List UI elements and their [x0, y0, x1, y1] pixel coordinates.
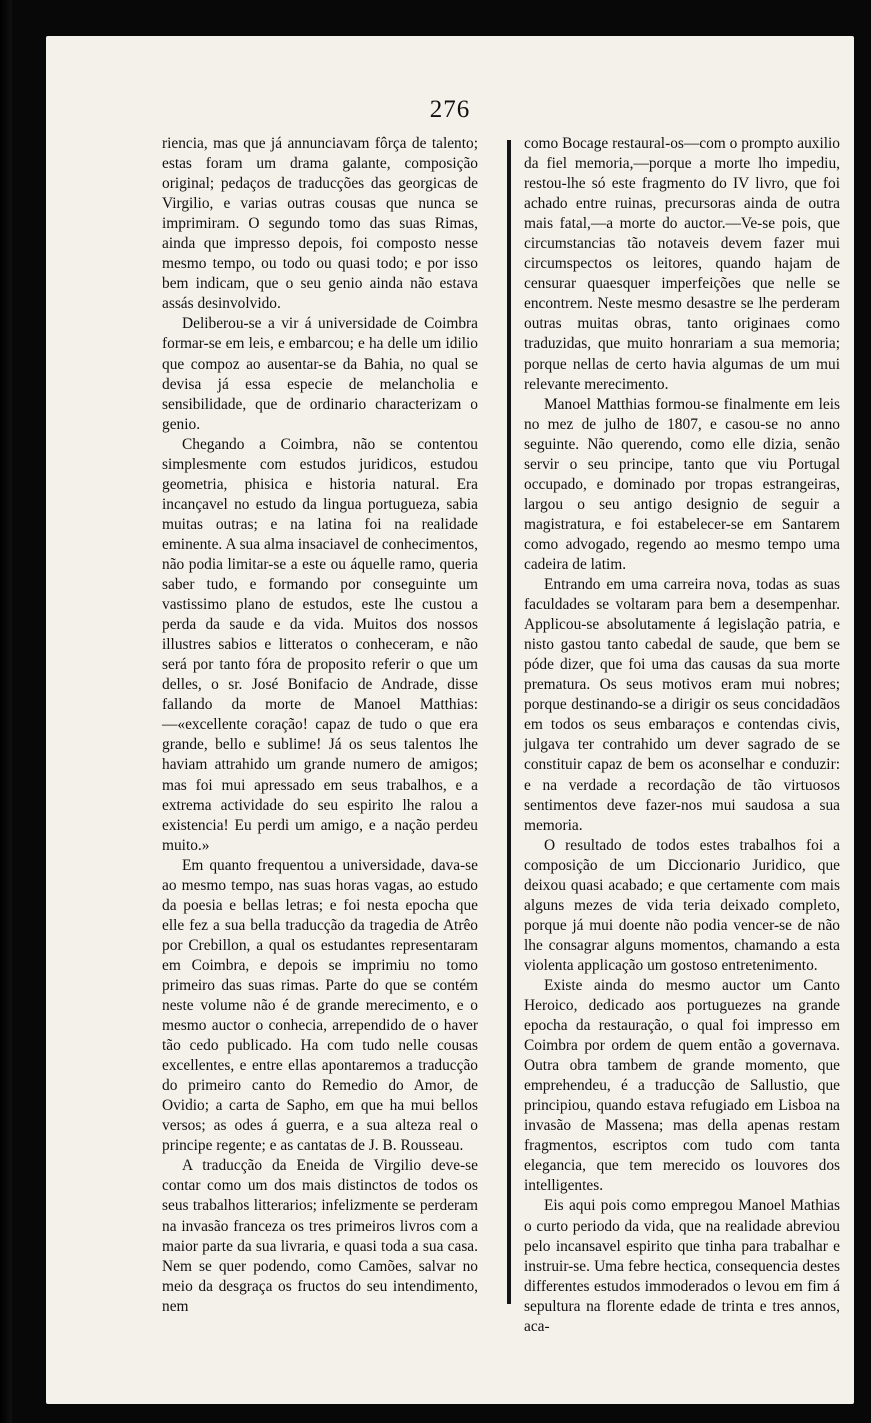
- page-number: 276: [429, 96, 471, 123]
- paragraph: A traducção da Eneida de Virgilio deve-se contar como um dos mais distinctos de todos os seus trabalhos litterarios; infelizmente se perderam na invasão franceza os tres primeiros livros com a maior parte da sua livraria, e quasi toda a sua casa. Nem se quer podendo, como Camões, salvar no meio da desgraça os fructos do seu intendimento, nem: [162, 1157, 478, 1315]
- paragraph: Deliberou-se a vir á universidade de Coimbra formar-se em leis, e embarcou; e ha delle um idilio que compoz ao ausentar-se da Bahia, no qual se devisa já essa especie de melancholia e sensibilidade, que de ordinario characterizam o genio.: [162, 315, 478, 433]
- paragraph: O resultado de todos estes trabalhos foi a composição de um Diccionario Juridico, que deixou quasi acabado; e que certamente com mais alguns mezes de vida teria deixado completo, porque já mui doente não podia vencer-se de não lhe consagrar alguns momentos, chamando a esta violenta applicação um gostoso entretenimento.: [524, 836, 840, 974]
- paragraph: Manoel Matthias formou-se finalmente em leis no mez de julho de 1807, e casou-se no anno seguinte. Não querendo, como elle dizia, senão servir o seu principe, tanto que viu Portugal occupado, e dominado por tropas estrangeiras, largou o seu antigo designio de seguir a magistratura, e foi estabelecer-se em Santarem como advogado, regendo ao mesmo tempo uma cadeira de latim.: [524, 395, 840, 573]
- right-column: [524, 134, 840, 1337]
- paragraph: Em quanto frequentou a universidade, dava-se ao mesmo tempo, nas suas horas vagas, ao estudo da poesia e bellas letras; e foi nesta epocha que elle fez a sua bella traducção da tragedia de Atrêo por Crebillon, a qual os estudantes representaram em Coimbra, e depois se imprimiu no tomo primeiro das suas rimas. Parte do que se contém neste volume não é de grande merecimento, e o mesmo auctor o conhecia, arrependido de o haver tão cedo publicado. Ha com tudo nelle cousas excellentes, e entre ellas apontaremos a traducção do primeiro canto do Remedio do Amor, de Ovidio; a carta de Sapho, em que ha mui bellos versos; as odes á guerra, e a sua alteza real o principe regente; e as cantatas de J. B. Rousseau.: [162, 856, 478, 1155]
- paragraph: Eis aqui pois como empregou Manoel Mathias o curto periodo da vida, que na realidade abreviou pelo incansavel espirito que tinha para trabalhar e instruir-se. Uma febre hectica, consequencia destes differentes estudos immoderados o levou em fim á sepultura na florente edade de trinta e tres annos, aca-: [524, 1197, 840, 1335]
- column-divider: [507, 140, 511, 1304]
- left-column: [162, 134, 478, 1317]
- paragraph: riencia, mas que já annunciavam fôrça de talento; estas foram um drama galante, composição original; pedaços de traducções das georgicas de Virgilio, e varias outras cousas que nunca se imprimiram. O segundo tomo das suas Rimas, ainda que impresso depois, foi composto nesse mesmo tempo, ou todo ou quasi todo; e por isso bem indicam, que o seu genio ainda não estava assás desinvolvido.: [162, 135, 478, 313]
- book-page: [46, 36, 854, 1404]
- paragraph: Entrando em uma carreira nova, todas as suas faculdades se voltaram para bem a desempenhar. Applicou-se absolutamente á legislação patria, e nisto gastou tanto cabedal de saude, que bem se póde dizer, que foi uma das causas da sua morte prematura. Os seus motivos eram mui nobres; porque destinando-se a dirigir os seus concidadãos em todos os seus embaraços e contendas civis, julgava ter contrahido um dever sagrado de se constituir capaz de bem os aconselhar e conduzir: e na verdade a recordação de tão virtuosos sentimentos deve fazer-nos mui saudosa a sua memoria.: [524, 576, 840, 834]
- paragraph: Chegando a Coimbra, não se contentou simplesmente com estudos juridicos, estudou geometria, phisica e historia natural. Era incançavel no estudo da lingua portugueza, sabia muitas outras; e na latina foi na realidade eminente. A sua alma insaciavel de conhecimentos, não podia limitar-se a este ou áquelle ramo, queria saber tudo, e formando por conseguinte um vastissimo plano de estudos, este lhe custou a perda da saude e da vida. Muitos dos nossos illustres sabios e litteratos o conheceram, e não será por tanto fóra de proposito referir o que um delles, o sr. José Bonifacio de Andrade, disse fallando da morte de Manoel Matthias:—«excellente coração! capaz de tudo o que era grande, bello e sublime! Já os seus talentos lhe haviam attrahido um grande numero de amigos; mas foi mui apressado em seus trabalhos, e a extrema actividade do seu espirito lhe ralou a existencia! Eu perdi um amigo, e a nação perdeu muito.»: [162, 435, 478, 854]
- scan-edge: [0, 0, 12, 1423]
- paragraph: Existe ainda do mesmo auctor um Canto Heroico, dedicado aos portuguezes na grande epocha da restauração, o qual foi impresso em Coimbra por ordem de quem então a governava. Outra obra tambem de grande momento, que emprehendeu, é a traducção de Sallustio, que principiou, quando estava refugiado em Lisboa na invasão de Massena; mas della apenas restam fragmentos, escriptos com tudo com tanta elegancia, que tem merecido os louvores dos intelligentes.: [524, 976, 840, 1195]
- paragraph: como Bocage restaural-os—com o prompto auxilio da fiel memoria,—porque a morte lho impediu, restou-lhe só este fragmento do IV livro, que foi achado entre ruinas, precursoras ainda de outra mais fatal,—a morte do auctor.—Ve-se pois, que circumstancias tão notaveis devem fazer mui circumspectos os leitores, quando hajam de censurar quaesquer imperfeições que nelle se encontrem. Neste mesmo desastre se lhe perderam outras muitas obras, tanto originaes como traduzidas, que muito honrariam a sua memoria; porque nellas de certo havia algumas de um mui relevante merecimento.: [524, 135, 840, 393]
